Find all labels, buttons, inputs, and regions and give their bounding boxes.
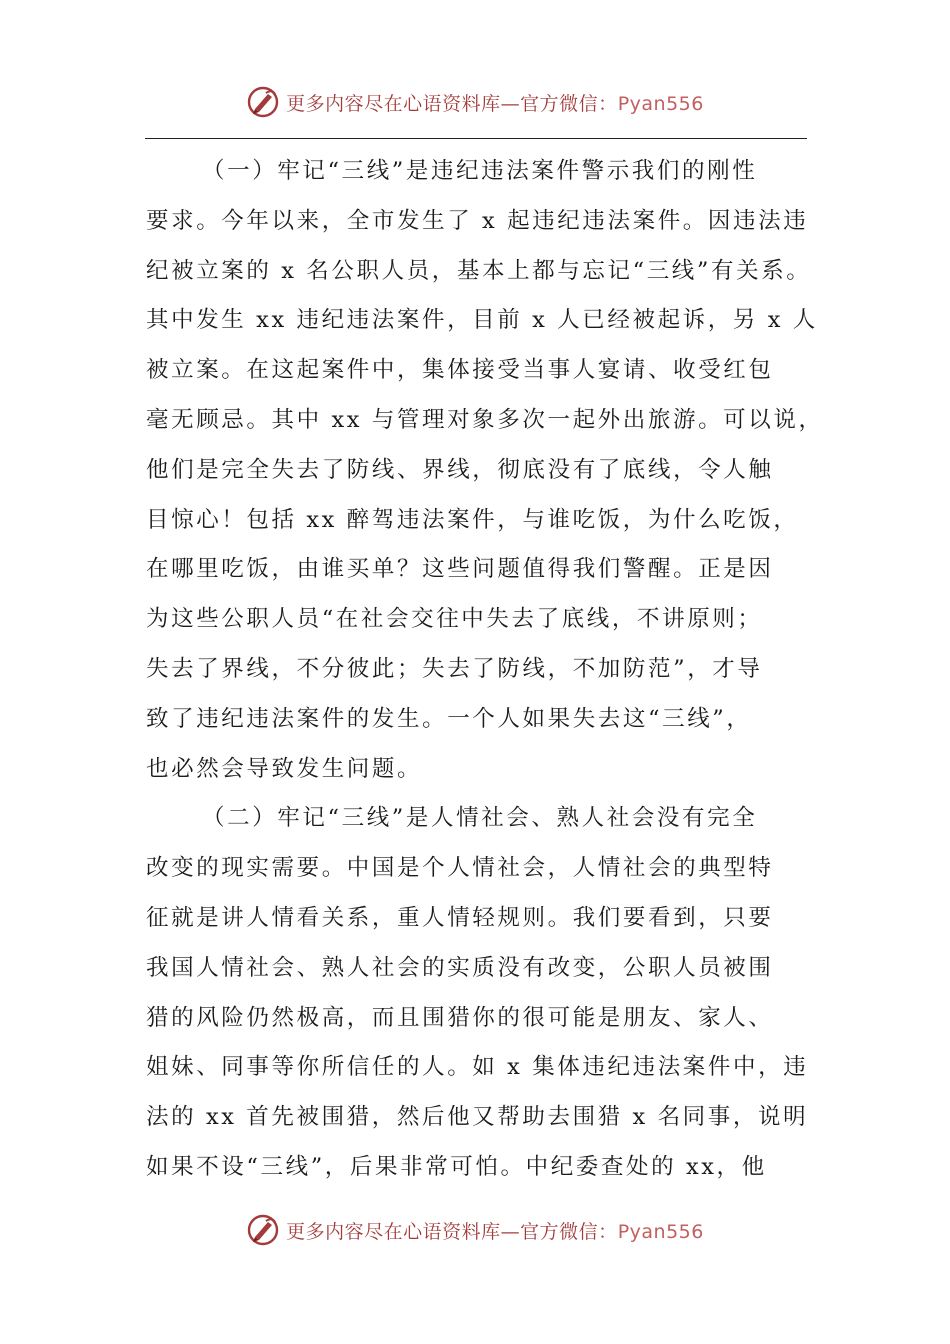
- banner-site-name: 更多内容尽在心语资料库: [286, 1220, 501, 1243]
- text-line: 失去了界线，不分彼此；失去了防线，不加防范”，才导: [146, 655, 763, 682]
- banner-dash: —: [500, 1220, 521, 1243]
- text-line: 改变的现实需要。中国是个人情社会，人情社会的典型特: [146, 855, 774, 882]
- text-line: 猎的风险仍然极高，而且围猎你的很可能是朋友、家人、: [146, 1004, 774, 1031]
- text-line: 其中发生 xx 违纪违法案件，目前 x 人已经被起诉，另 x 人: [146, 307, 818, 334]
- text-line: 被立案。在这起案件中，集体接受当事人宴请、收受红包: [146, 357, 774, 384]
- pen-circle-logo-icon: [246, 85, 280, 119]
- pen-circle-logo-icon: [246, 1213, 280, 1247]
- text-line: 在哪里吃饭，由谁买单？这些问题值得我们警醒。正是因: [146, 556, 774, 583]
- text-line: 纪被立案的 x 名公职人员，基本上都与忘记“三线”有关系。: [146, 257, 812, 284]
- text-line: 致了违纪违法案件的发生。一个人如果失去这“三线”，: [146, 705, 752, 732]
- document-body: [146, 147, 824, 1193]
- text-line: 目惊心！包括 xx 醉驾违法案件，与谁吃饭，为什么吃饭，: [146, 506, 799, 533]
- banner-wechat-label: 官方微信：: [520, 92, 618, 115]
- banner-dash: —: [500, 92, 521, 115]
- banner-wechat-label: 官方微信：: [520, 1220, 618, 1243]
- text-line: 为这些公职人员“在社会交往中失去了底线，不讲原则；: [146, 606, 763, 633]
- text-line: （一）牢记“三线”是违纪违法案件警示我们的刚性: [202, 158, 758, 184]
- banner-wechat-id: Pyan556: [617, 1220, 704, 1243]
- banner-wechat-id: Pyan556: [617, 92, 704, 115]
- text-line: 要求。今年以来，全市发生了 x 起违纪违法案件。因违法违: [146, 207, 809, 234]
- text-line: 毫无顾忌。其中 xx 与管理对象多次一起外出旅游。可以说，: [146, 406, 824, 433]
- footer-banner: [0, 1208, 950, 1252]
- text-line: 我国人情社会、熟人社会的实质没有改变，公职人员被围: [146, 954, 774, 981]
- text-line: 他们是完全失去了防线、界线，彻底没有了底线，令人触: [146, 456, 774, 483]
- text-line: 征就是讲人情看关系，重人情轻规则。我们要看到，只要: [146, 904, 774, 931]
- text-line: 如果不设“三线”，后果非常可怕。中纪委查处的 xx，他: [146, 1153, 767, 1180]
- text-line: 也必然会导致发生问题。: [146, 755, 423, 782]
- text-line: （二）牢记“三线”是人情社会、熟人社会没有完全: [202, 805, 758, 832]
- text-line: 法的 xx 首先被围猎，然后他又帮助去围猎 x 名同事，说明: [146, 1104, 809, 1131]
- header-banner: [0, 80, 950, 124]
- banner-site-name: 更多内容尽在心语资料库: [286, 92, 501, 115]
- footer-banner-text: [286, 1217, 704, 1244]
- header-divider: [145, 138, 807, 139]
- text-line: 姐妹、同事等你所信任的人。如 x 集体违纪违法案件中，违: [146, 1054, 809, 1081]
- header-banner-text: [286, 89, 704, 116]
